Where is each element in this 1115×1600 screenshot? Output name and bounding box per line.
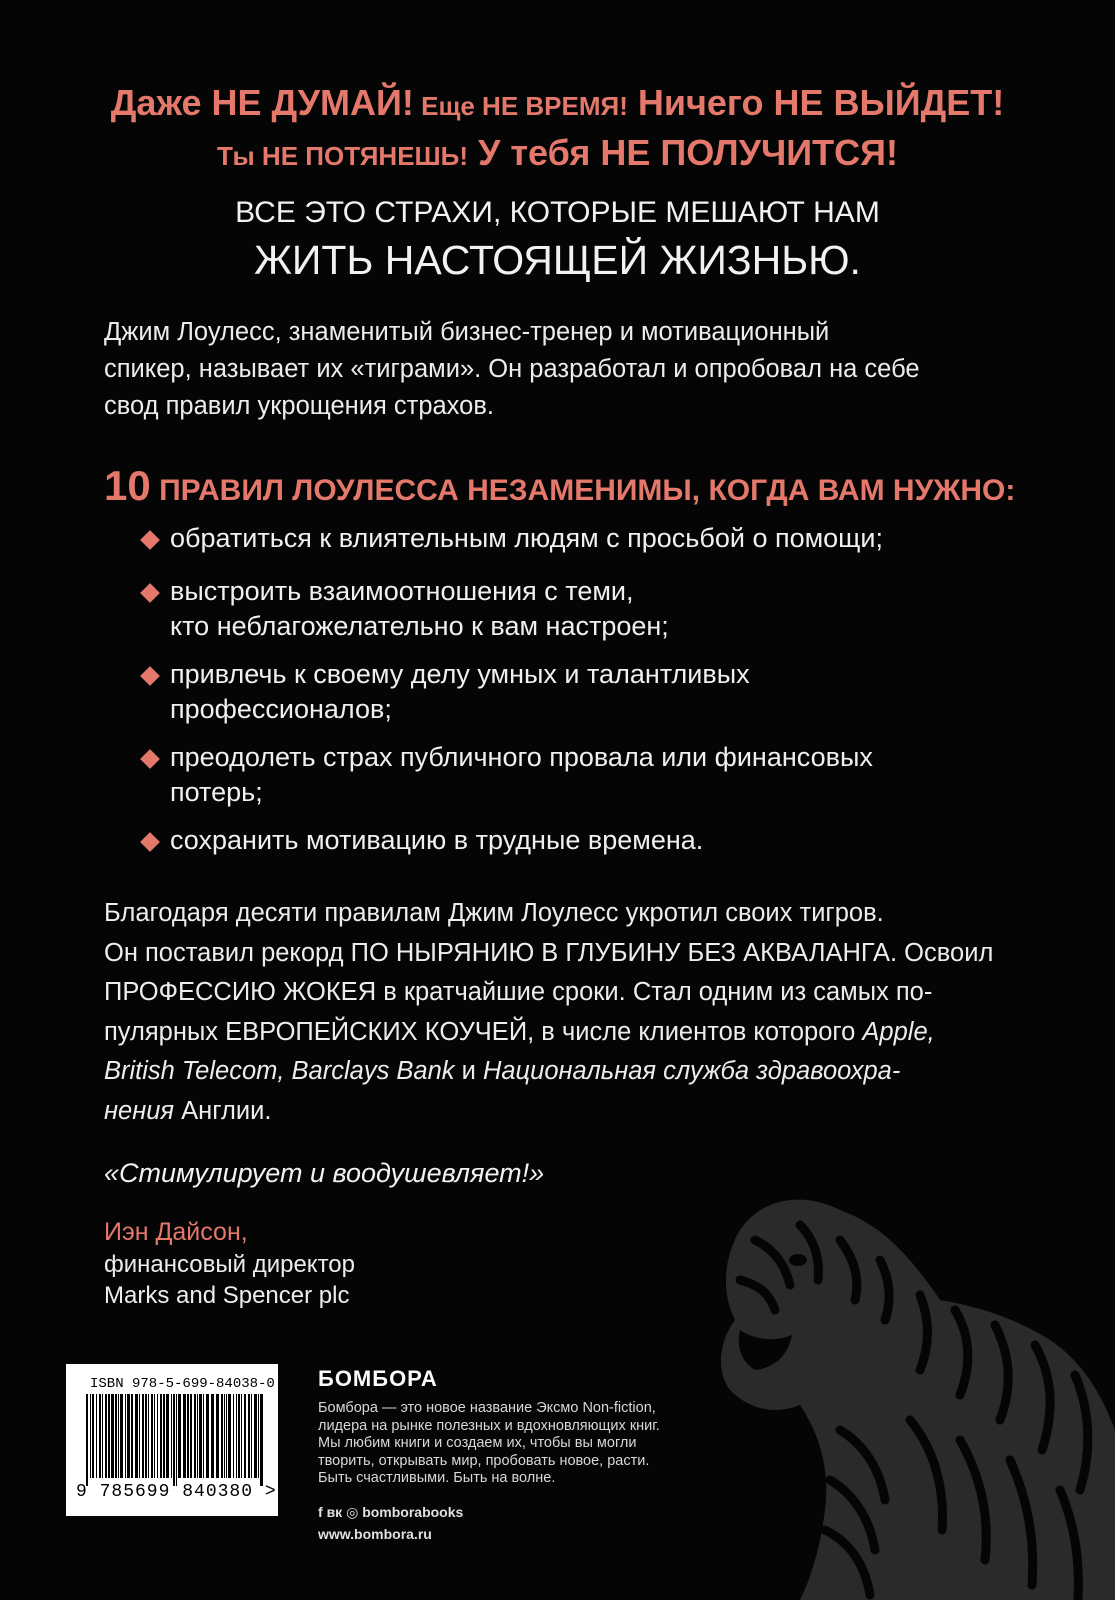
fears-statement-line-1: ВСЕ ЭТО СТРАХИ, КОТОРЫЕ МЕШАЮТ НАМ — [235, 196, 880, 229]
barcode-bar — [166, 1394, 169, 1478]
social-handle: bomborabooks — [362, 1504, 464, 1520]
barcode-bar — [178, 1394, 181, 1478]
barcode-bar — [254, 1394, 257, 1478]
bullet-text-line: обратиться к влиятельным людям с просьбой о помощи; — [170, 523, 883, 553]
bullet-item — [140, 823, 1040, 858]
barcode-bar — [228, 1394, 231, 1478]
bullet-text-line: привлечь к своему делу умных и талантливых — [170, 659, 750, 689]
barcode-bar — [176, 1394, 177, 1486]
intro-paragraph — [104, 314, 1034, 425]
diamond-bullet-icon — [140, 749, 160, 769]
text-run: пулярных ЕВРОПЕЙСКИХ КОУЧЕЙ, в числе клиентов которого — [104, 1017, 863, 1046]
barcode-bar — [111, 1394, 114, 1478]
barcode-bar — [160, 1394, 162, 1478]
italic-text: Национальная служба здравоохра- — [482, 1057, 901, 1085]
quote-author: Иэн Дайсон, — [104, 1218, 248, 1246]
barcode-bar — [244, 1394, 246, 1478]
headline-phrase: Еще НЕ ВРЕМЯ! — [413, 91, 628, 121]
barcode-bar — [241, 1394, 242, 1478]
rules-count: 10 — [104, 462, 151, 509]
italic-text: нения — [104, 1096, 175, 1125]
quote-text: «Стимулирует и воодушевляет!» — [104, 1158, 545, 1188]
bullet-text-line: потерь; — [170, 777, 263, 807]
barcode-bar — [90, 1394, 91, 1478]
achievements-paragraph — [104, 894, 1034, 1131]
italic-text: Apple, — [862, 1017, 935, 1046]
diamond-bullet-icon — [140, 832, 160, 852]
barcode-bar — [194, 1394, 196, 1478]
barcode-bar — [206, 1394, 209, 1478]
social-links — [318, 1504, 463, 1521]
barcode-bar — [248, 1394, 250, 1478]
barcode-bar — [221, 1394, 223, 1478]
barcode-bar — [183, 1394, 186, 1478]
barcode-bar — [251, 1394, 252, 1478]
barcode-bar — [199, 1394, 202, 1478]
headline-line-1 — [0, 82, 1115, 124]
achievements-line — [104, 973, 1034, 1013]
bullet-text-line: кто неблагожелательно к вам настроен; — [170, 611, 669, 641]
barcode-icon — [86, 1394, 266, 1486]
barcode-digits: 9 785699 840380 > — [76, 1482, 277, 1502]
barcode-bar — [148, 1394, 149, 1478]
publisher-description-line: творить, открывать мир, пробовать новое, расти. — [318, 1452, 650, 1469]
barcode-bar — [260, 1394, 263, 1486]
barcode-bar — [190, 1394, 192, 1478]
barcode-bar — [197, 1394, 198, 1478]
barcode-bar — [108, 1394, 110, 1478]
publisher-description-line: лидера на рынке полезных и вдохновляющих книг. — [318, 1417, 660, 1434]
bullet-text-line: выстроить взаимоотношения с теми, — [170, 576, 634, 606]
achievements-line — [104, 1013, 1034, 1053]
barcode-bar — [233, 1394, 234, 1478]
intro-line: Джим Лоулесс, знаменитый бизнес-тренер и мотивационный — [104, 318, 830, 346]
bullet-text-line: сохранить мотивацию в трудные времена. — [170, 825, 704, 855]
fears-statement-line-2: ЖИТЬ НАСТОЯЩЕЙ ЖИЗНЬЮ. — [254, 237, 861, 283]
tiger-illustration-icon — [680, 1170, 1115, 1600]
quote-author-role: финансовый директор — [104, 1251, 355, 1278]
achievements-line — [104, 934, 1034, 974]
quote-author-company: Marks and Spencer plc — [104, 1282, 350, 1309]
barcode-bar — [120, 1394, 123, 1478]
rules-title-text: ПРАВИЛ ЛОУЛЕССА НЕЗАМЕНИМЫ, КОГДА ВАМ НУЖНО: — [159, 474, 1016, 507]
barcode-bar — [86, 1394, 88, 1486]
barcode-bar — [171, 1394, 172, 1478]
text-run: Он поставил рекорд ПО НЫРЯНИЮ В ГЛУБИНУ БЕЗ АКВАЛАНГА. Освоил — [104, 938, 994, 967]
publisher-description-line: Бомбора — это новое название Эксмо Non-fiction, — [318, 1400, 656, 1416]
barcode-bar — [236, 1394, 237, 1478]
barcode-bar — [226, 1394, 227, 1478]
text-run: Англии. — [174, 1096, 272, 1125]
barcode-bar — [203, 1394, 204, 1478]
barcode-bar — [211, 1394, 214, 1478]
facebook-icon: f — [318, 1504, 323, 1520]
headline-phrase: Ты НЕ ПОТЯНЕШЬ! — [216, 141, 469, 171]
publisher-website: www.bombora.ru — [318, 1526, 432, 1542]
diamond-bullet-icon — [140, 666, 160, 686]
barcode-bar — [151, 1394, 153, 1478]
barcode-bar — [224, 1394, 225, 1478]
barcode-bar — [187, 1394, 189, 1478]
publisher-description — [318, 1400, 698, 1488]
headline-phrase: У тебя НЕ ПОЛУЧИТСЯ! — [468, 132, 899, 173]
barcode-bar — [238, 1394, 240, 1478]
barcode-bar — [118, 1394, 119, 1478]
barcode-bar — [163, 1394, 165, 1478]
rules-title — [104, 462, 1015, 510]
barcode-bar — [135, 1394, 138, 1478]
barcode-bar — [157, 1394, 158, 1478]
publisher-description-line: Быть счастливыми. Быть на волне. — [318, 1470, 556, 1486]
barcode-bar — [125, 1394, 126, 1478]
isbn-number: ISBN 978-5-699-84038-0 — [90, 1376, 275, 1392]
text-run: и — [454, 1057, 483, 1085]
barcode-bar — [105, 1394, 107, 1478]
italic-text: British Telecom, Barclays Bank — [104, 1057, 455, 1085]
headline-line-2 — [0, 132, 1115, 174]
barcode-bar — [96, 1394, 97, 1478]
achievements-line — [104, 1092, 1034, 1132]
vk-icon: вк — [326, 1504, 343, 1520]
barcode-bar — [145, 1394, 147, 1478]
intro-line: свод правил укрощения страхов. — [104, 392, 494, 420]
barcode-bar — [216, 1394, 219, 1478]
headline-phrase: Ничего НЕ ВЫЙДЕТ! — [627, 82, 1005, 123]
publisher-logo: БОМБОРА — [318, 1366, 438, 1391]
bullet-text-line: преодолеть страх публичного провала или финансовых — [170, 742, 873, 772]
barcode-bar — [102, 1394, 103, 1478]
barcode-bar — [115, 1394, 117, 1478]
barcode-bar — [99, 1394, 101, 1478]
bullet-text-line: профессионалов; — [170, 694, 392, 724]
bullet-item — [140, 521, 1040, 556]
barcode-bar — [173, 1394, 175, 1486]
barcode-bar — [258, 1394, 259, 1478]
barcode-bar — [131, 1394, 133, 1478]
barcode-bar — [127, 1394, 130, 1478]
intro-line: спикер, называет их «тиграми». Он разработал и опробовал на себе — [104, 355, 920, 383]
headline-phrase: Даже НЕ ДУМАЙ! — [110, 82, 414, 123]
text-run: Благодаря десяти правилам Джим Лоулесс укротил своих тигров. — [104, 899, 884, 927]
diamond-bullet-icon — [140, 583, 160, 603]
barcode-bar — [154, 1394, 155, 1478]
text-run: ПРОФЕССИЮ ЖОКЕЯ в кратчайшие сроки. Стал одним из самых по- — [104, 978, 933, 1006]
barcode-bar — [92, 1394, 94, 1478]
bullet-item — [140, 657, 1040, 727]
barcode-bar — [142, 1394, 144, 1478]
bullet-item — [140, 574, 1040, 644]
achievements-line — [104, 1052, 1034, 1092]
barcode-bar — [139, 1394, 140, 1478]
achievements-line — [104, 894, 1034, 934]
publisher-description-line: Мы любим книги и создаем их, чтобы вы могли — [318, 1435, 637, 1451]
diamond-bullet-icon — [140, 530, 160, 550]
bullet-item — [140, 740, 1040, 810]
instagram-icon: ◎ — [346, 1504, 359, 1520]
